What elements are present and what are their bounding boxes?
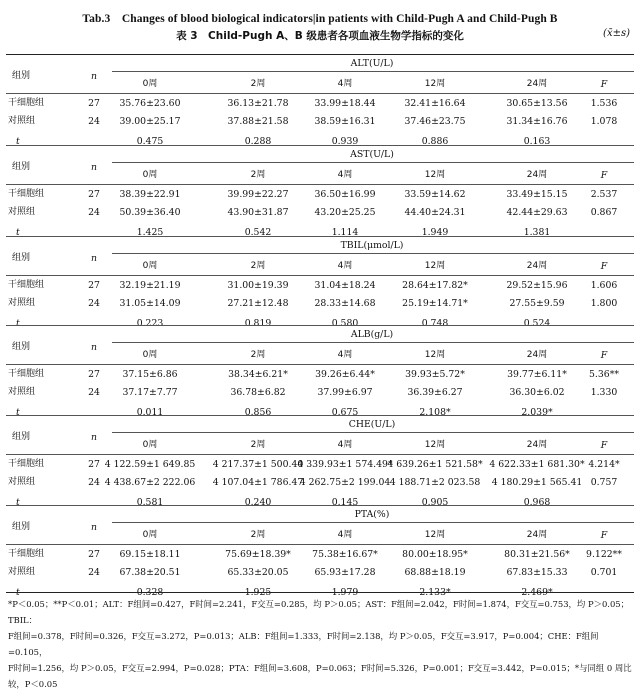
cell-f-value: 1.536: [590, 98, 618, 109]
cell-value: 69.15±18.11: [119, 549, 181, 560]
section-title: ALB(g/L): [350, 329, 394, 340]
header-rule: [6, 544, 634, 545]
cell-value: 65.93±17.28: [314, 567, 376, 578]
cell-t-value: 0.240: [244, 497, 272, 508]
cell-f-value: 1.078: [590, 116, 618, 127]
cell-value: 4 122.59±1 649.85: [104, 459, 196, 470]
cell-t-value: 0.288: [244, 136, 272, 147]
section-subrule: [112, 253, 634, 254]
cell-value: 33.59±14.62: [404, 189, 466, 200]
cell-value: 75.38±16.67*: [312, 549, 378, 560]
col-header-n: n: [91, 522, 97, 533]
section-top-rule: [6, 325, 634, 326]
cell-value: 80.31±21.56*: [504, 549, 570, 560]
cell-t-value: 0.748: [421, 318, 449, 329]
footnote-line-1: *P＜0.05；**P＜0.01；ALT：F组间=0.427，F时间=2.241，F交互=0.285，均 P＞0.05；AST：F组间=2.042，F时间=1.874，F交互=0.753，均 P＞0.05；TBIL：: [8, 599, 629, 625]
cell-value: 36.13±21.78: [227, 98, 289, 109]
col-header-n: n: [91, 432, 97, 443]
cell-t-value: 0.542: [244, 227, 272, 238]
cell-value: 39.99±22.27: [227, 189, 289, 200]
cell-value: 37.17±7.77: [122, 387, 178, 398]
cell-t-value: 0.475: [136, 136, 164, 147]
col-header-week: 0周: [142, 79, 158, 89]
row-t-label: t: [16, 227, 20, 238]
cell-t-value: 0.145: [331, 497, 359, 508]
cell-value: 36.39±6.27: [407, 387, 463, 398]
row-group-label: 对照组: [8, 477, 36, 487]
cell-value: 38.39±22.91: [119, 189, 181, 200]
cell-value: 36.30±6.02: [509, 387, 565, 398]
col-header-group: 组别: [12, 522, 31, 532]
cell-value: 65.33±20.05: [227, 567, 289, 578]
cell-value: 4 217.37±1 500.40: [212, 459, 304, 470]
row-n-value: 24: [88, 567, 100, 578]
cell-value: 4 188.71±2 023.58: [389, 477, 481, 488]
cell-value: 33.99±18.44: [314, 98, 376, 109]
cell-t-value: 0.819: [244, 318, 272, 329]
cell-value: 35.76±23.60: [119, 98, 181, 109]
col-header-f: F: [600, 530, 608, 541]
col-header-week: 12周: [424, 170, 446, 180]
col-header-week: 12周: [424, 530, 446, 540]
section-subrule: [112, 162, 634, 163]
cell-value: 37.15±6.86: [122, 369, 178, 380]
cell-f-value: 0.757: [590, 477, 618, 488]
row-t-label: t: [16, 497, 20, 508]
cell-value: 67.83±15.33: [506, 567, 568, 578]
col-header-n: n: [91, 162, 97, 173]
cell-value: 42.44±29.63: [506, 207, 568, 218]
row-n-value: 24: [88, 387, 100, 398]
row-group-label: 干细胞组: [8, 280, 45, 290]
col-header-week: 2周: [250, 170, 266, 180]
col-header-week: 0周: [142, 261, 158, 271]
row-n-value: 24: [88, 298, 100, 309]
cell-f-value: 0.867: [590, 207, 618, 218]
section-title: PTA(%): [354, 509, 390, 520]
cell-value: 67.38±20.51: [119, 567, 181, 578]
col-header-f: F: [600, 350, 608, 361]
cell-t-value: 1.425: [136, 227, 164, 238]
cell-value: 33.49±15.15: [506, 189, 568, 200]
cell-value: 36.50±16.99: [314, 189, 376, 200]
section-top-rule: [6, 415, 634, 416]
col-header-week: 2周: [250, 261, 266, 271]
cell-value: 39.93±5.72*: [405, 369, 465, 380]
cell-value: 38.59±16.31: [314, 116, 376, 127]
cell-t-value: 0.856: [244, 407, 272, 418]
table-bottom-rule: [6, 592, 634, 593]
cell-value: 75.69±18.39*: [225, 549, 291, 560]
cell-value: 37.99±6.97: [317, 387, 373, 398]
section-top-rule: [6, 505, 634, 506]
cell-value: 32.19±21.19: [119, 280, 181, 291]
col-header-week: 4周: [337, 170, 353, 180]
cell-value: 4 639.26±1 521.58*: [387, 459, 483, 470]
row-group-label: 对照组: [8, 298, 36, 308]
cell-value: 39.77±6.11*: [507, 369, 567, 380]
col-header-week: 4周: [337, 440, 353, 450]
cell-f-value: 1.800: [590, 298, 618, 309]
col-header-n: n: [91, 253, 97, 264]
cell-value: 37.88±21.58: [227, 116, 289, 127]
row-t-label: t: [16, 318, 20, 329]
row-n-value: 27: [88, 189, 100, 200]
table-footnote: [8, 596, 634, 692]
cell-value: 50.39±36.40: [119, 207, 181, 218]
header-rule: [6, 93, 634, 94]
footnote-line-2: F组间=0.378，F时间=0.326，F交互=3.272，P=0.013；ALB：F组间=1.333，F时间=2.138，均 P＞0.05，F交互=3.917，P=0.004；CHE：F组间=0.105，: [8, 631, 599, 657]
cell-value: 29.52±15.96: [506, 280, 568, 291]
row-n-value: 27: [88, 98, 100, 109]
section-title: CHE(U/L): [348, 419, 396, 430]
col-header-f: F: [600, 261, 608, 272]
cell-value: 37.46±23.75: [404, 116, 466, 127]
section-subrule: [112, 432, 634, 433]
cell-f-value: 5.36**: [589, 369, 619, 380]
header-rule: [6, 454, 634, 455]
row-group-label: 对照组: [8, 207, 36, 217]
table-caption-chinese: 表 3 Child-Pugh A、B 级患者各项血液生物学指标的变化: [176, 30, 464, 42]
col-header-group: 组别: [12, 342, 31, 352]
cell-value: 31.04±18.24: [314, 280, 376, 291]
col-header-n: n: [91, 71, 97, 82]
row-n-value: 27: [88, 369, 100, 380]
row-n-value: 24: [88, 477, 100, 488]
cell-value: 4 622.33±1 681.30*: [489, 459, 585, 470]
col-header-week: 2周: [250, 350, 266, 360]
cell-t-value: 0.011: [136, 407, 164, 418]
row-n-value: 24: [88, 207, 100, 218]
table-caption-english: Tab.3 Changes of blood biological indicators|in patients with Child-Pugh A and Child-Pugh B: [82, 13, 558, 25]
cell-value: 30.65±13.56: [506, 98, 568, 109]
cell-value: 4 262.75±2 199.04: [299, 477, 391, 488]
cell-t-value: 1.949: [421, 227, 449, 238]
cell-value: 4 180.29±1 565.41: [491, 477, 583, 488]
col-header-week: 24周: [526, 530, 548, 540]
cell-value: 32.41±16.64: [404, 98, 466, 109]
row-group-label: 对照组: [8, 387, 36, 397]
cell-t-value: 0.580: [331, 318, 359, 329]
col-header-week: 2周: [250, 79, 266, 89]
section-subrule: [112, 522, 634, 523]
section-title: ALT(U/L): [350, 58, 394, 69]
col-header-week: 2周: [250, 530, 266, 540]
section-subrule: [112, 71, 634, 72]
cell-value: 36.78±6.82: [230, 387, 286, 398]
cell-t-value: 0.905: [421, 497, 449, 508]
row-n-value: 27: [88, 549, 100, 560]
col-header-week: 4周: [337, 261, 353, 271]
cell-value: 27.55±9.59: [509, 298, 565, 309]
cell-t-value: 0.886: [421, 136, 449, 147]
col-header-week: 24周: [526, 79, 548, 89]
section-top-rule: [6, 236, 634, 237]
cell-value: 39.26±6.44*: [315, 369, 375, 380]
col-header-n: n: [91, 342, 97, 353]
cell-value: 4 438.67±2 222.06: [104, 477, 196, 488]
cell-f-value: 1.330: [590, 387, 618, 398]
cell-value: 80.00±18.95*: [402, 549, 468, 560]
cell-value: 43.20±25.25: [314, 207, 376, 218]
footnote-line-3: F时间=1.256，均 P＞0.05，F交互=2.994，P=0.028；PTA：F组间=3.608，P=0.063；F时间=5.326，P=0.001；F交互=3.442，P=0.015；*与同组 0 周比较，P＜0.05: [8, 663, 632, 689]
col-header-group: 组别: [12, 71, 31, 81]
row-group-label: 干细胞组: [8, 98, 45, 108]
cell-t-value: 0.524: [523, 318, 551, 329]
cell-value: 31.05±14.09: [119, 298, 181, 309]
col-header-f: F: [600, 170, 608, 181]
row-group-label: 干细胞组: [8, 189, 45, 199]
row-group-label: 干细胞组: [8, 459, 45, 469]
col-header-week: 24周: [526, 440, 548, 450]
cell-f-value: 1.606: [590, 280, 618, 291]
cell-value: 4 107.04±1 786.47: [212, 477, 304, 488]
row-n-value: 27: [88, 280, 100, 291]
cell-value: 31.00±19.39: [227, 280, 289, 291]
cell-value: 27.21±12.48: [227, 298, 289, 309]
row-n-value: 24: [88, 116, 100, 127]
cell-t-value: 0.163: [523, 136, 551, 147]
cell-value: 31.34±16.76: [506, 116, 568, 127]
col-header-week: 4周: [337, 79, 353, 89]
section-subrule: [112, 342, 634, 343]
row-group-label: 对照组: [8, 567, 36, 577]
header-rule: [6, 364, 634, 365]
col-header-week: 0周: [142, 530, 158, 540]
row-group-label: 对照组: [8, 116, 36, 126]
col-header-week: 12周: [424, 440, 446, 450]
cell-f-value: 2.537: [590, 189, 618, 200]
cell-t-value: 2.108*: [419, 407, 451, 418]
col-header-week: 12周: [424, 79, 446, 89]
col-header-week: 4周: [337, 350, 353, 360]
cell-t-value: 0.968: [523, 497, 551, 508]
cell-value: 28.33±14.68: [314, 298, 376, 309]
col-header-week: 24周: [526, 170, 548, 180]
row-group-label: 干细胞组: [8, 369, 45, 379]
col-header-week: 24周: [526, 350, 548, 360]
col-header-week: 0周: [142, 350, 158, 360]
cell-value: 28.64±17.82*: [402, 280, 468, 291]
col-header-week: 12周: [424, 261, 446, 271]
cell-t-value: 0.675: [331, 407, 359, 418]
cell-t-value: 0.939: [331, 136, 359, 147]
col-header-week: 4周: [337, 530, 353, 540]
cell-value: 44.40±24.31: [404, 207, 466, 218]
section-title: TBIL(μmol/L): [340, 240, 404, 251]
cell-f-value: 0.701: [590, 567, 618, 578]
col-header-group: 组别: [12, 162, 31, 172]
row-t-label: t: [16, 407, 20, 418]
header-rule: [6, 184, 634, 185]
section-title: AST(U/L): [350, 149, 394, 160]
cell-f-value: 9.122**: [586, 549, 622, 560]
col-header-week: 24周: [526, 261, 548, 271]
col-header-week: 0周: [142, 440, 158, 450]
row-t-label: t: [16, 136, 20, 147]
section-top-rule: [6, 54, 634, 55]
col-header-week: 12周: [424, 350, 446, 360]
col-header-week: 0周: [142, 170, 158, 180]
cell-value: 39.00±25.17: [119, 116, 181, 127]
cell-t-value: 0.223: [136, 318, 164, 329]
caption-note: (x̄±s): [603, 28, 630, 39]
col-header-f: F: [600, 440, 608, 451]
cell-f-value: 4.214*: [588, 459, 620, 470]
cell-value: 4 339.93±1 574.49*: [297, 459, 393, 470]
row-group-label: 干细胞组: [8, 549, 45, 559]
cell-t-value: 0.581: [136, 497, 164, 508]
col-header-group: 组别: [12, 432, 31, 442]
cell-value: 68.88±18.19: [404, 567, 466, 578]
col-header-group: 组别: [12, 253, 31, 263]
cell-t-value: 2.039*: [521, 407, 553, 418]
cell-t-value: 1.114: [331, 227, 359, 238]
cell-value: 43.90±31.87: [227, 207, 289, 218]
cell-value: 25.19±14.71*: [402, 298, 468, 309]
row-n-value: 27: [88, 459, 100, 470]
cell-t-value: 1.381: [523, 227, 551, 238]
section-top-rule: [6, 145, 634, 146]
col-header-f: F: [600, 79, 608, 90]
col-header-week: 2周: [250, 440, 266, 450]
cell-value: 38.34±6.21*: [228, 369, 288, 380]
header-rule: [6, 275, 634, 276]
